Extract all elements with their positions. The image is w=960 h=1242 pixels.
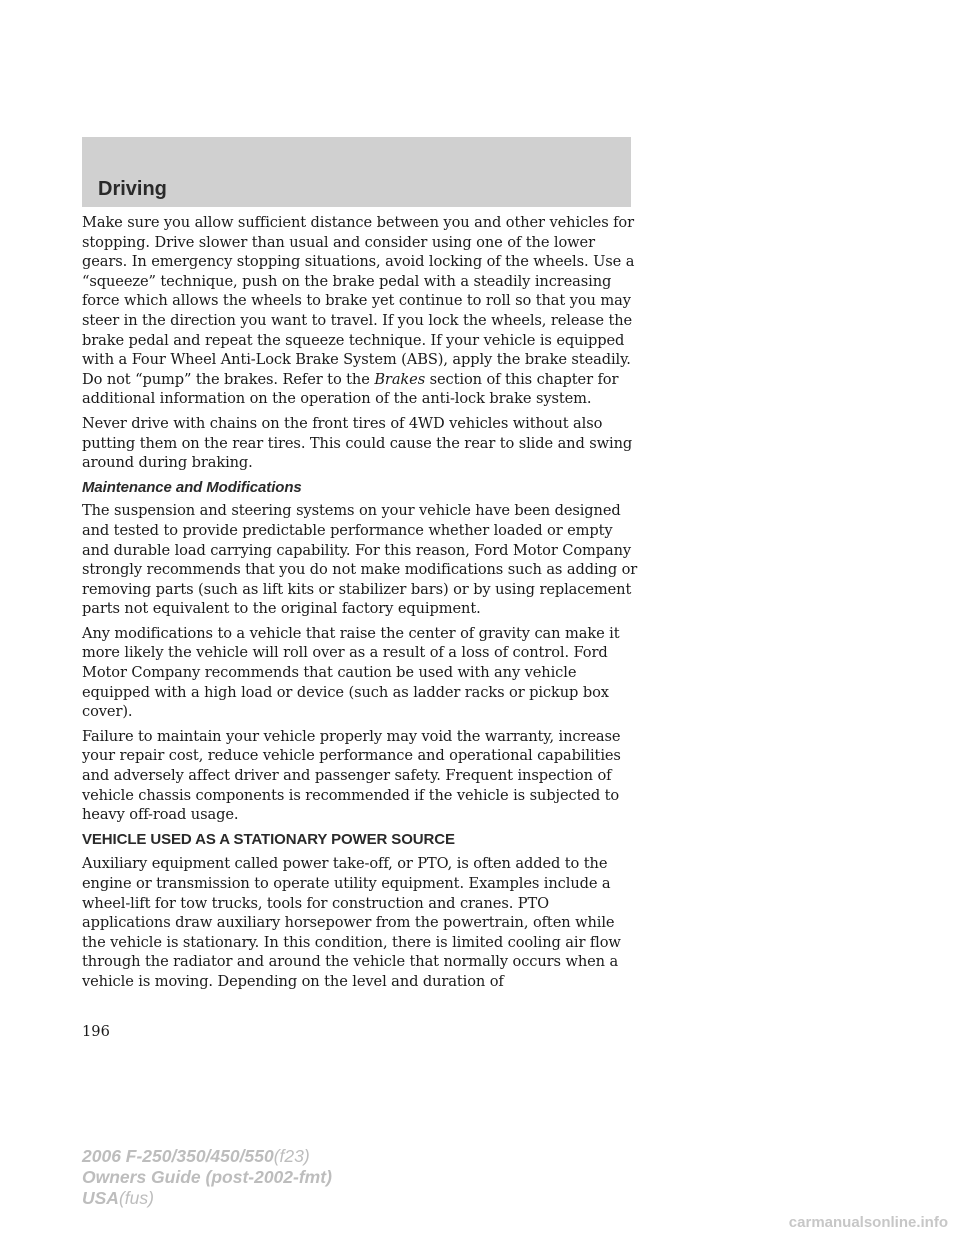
- paragraph-pto: Auxiliary equipment called power take-off, or PTO, is often added to the engine or transmission to operate utility equipment. Examples include a wheel-lift for tow trucks, tools for construction and cranes. PTO applications draw auxiliary horsepower from the powertrain, often while the vehicle is stationary. In this condition, there is limited cooling air flow through the radiator and around the vehicle that normally occurs when a vehicle is moving. Depending on the level and duration of: [82, 855, 621, 990]
- paragraph-maintenance-failure: Failure to maintain your vehicle properly may void the warranty, increase your repair cost, reduce vehicle performance and operational capabilities and adversely affect driver and passenger safety. Frequent inspection of vehicle chassis components is recommended if the vehicle is subjected to heavy off-road usage.: [82, 727, 621, 824]
- paragraph-braking-text-b: section of this chapter for additional information on the operation of the anti-lock brake system.: [82, 370, 619, 408]
- paragraph-braking: [82, 213, 638, 409]
- paragraph-suspension: The suspension and steering systems on your vehicle have been designed and tested to provide predictable performance whether loaded or empty and durable load carrying capability. For this reason, Ford Motor Company strongly recommends that you do not make modifications such as adding or removing parts (such as lift kits or stabilizer bars) or by using replacement parts not equivalent to the original factory equipment.: [82, 502, 638, 618]
- footer-region-code: (fus): [118, 1188, 154, 1208]
- paragraph-modifications: Any modifications to a vehicle that raise the center of gravity can make it more likely the vehicle will roll over as a result of a loss of control. Ford Motor Company recommends that caution be used with any vehicle equipped with a high load or device (such as ladder racks or pickup box cover).: [82, 624, 620, 721]
- page-number: 196: [82, 1023, 110, 1040]
- section-header-bar: [82, 137, 631, 207]
- brakes-reference: Brakes: [374, 370, 426, 388]
- footer-region: USA: [82, 1188, 119, 1208]
- paragraph-chains: Never drive with chains on the front tires of 4WD vehicles without also putting them on the rear tires. This could cause the rear to slide and swing around during braking.: [82, 414, 633, 472]
- paragraph-braking-text-a: Make sure you allow sufficient distance between you and other vehicles for stopping. Drive slower than usual and consider using one of the lower gears. In emergency stopping situations, avoid locking of the wheels. Use a “squeeze” technique, push on the brake pedal with a steadily increasing force which allows the wheels to brake yet continue to roll so that you may steer in the direction you want to travel. If you lock the wheels, release the brake pedal and repeat the squeeze technique. If your vehicle is equipped with a Four Wheel Anti-Lock Brake System (ABS), apply the brake steadily. Do not “pump” the brakes. Refer to the: [82, 214, 635, 388]
- footer-line-region: [82, 1188, 332, 1209]
- section-heading-stationary-power: VEHICLE USED AS A STATIONARY POWER SOURCE: [82, 830, 455, 848]
- footer-line-guide: [82, 1167, 332, 1188]
- section-title: Driving: [98, 178, 167, 200]
- document-footer: [82, 1146, 332, 1209]
- footer-guide: Owners Guide (post-2002-fmt): [82, 1167, 332, 1187]
- footer-line-model: [82, 1146, 332, 1167]
- footer-model: 2006 F-250/350/450/550: [82, 1146, 274, 1166]
- page-content: [82, 213, 638, 997]
- watermark-text: carmanualsonline.info: [788, 1214, 948, 1231]
- subheading-maintenance: Maintenance and Modifications: [82, 478, 302, 496]
- footer-model-code: (f23): [273, 1146, 310, 1166]
